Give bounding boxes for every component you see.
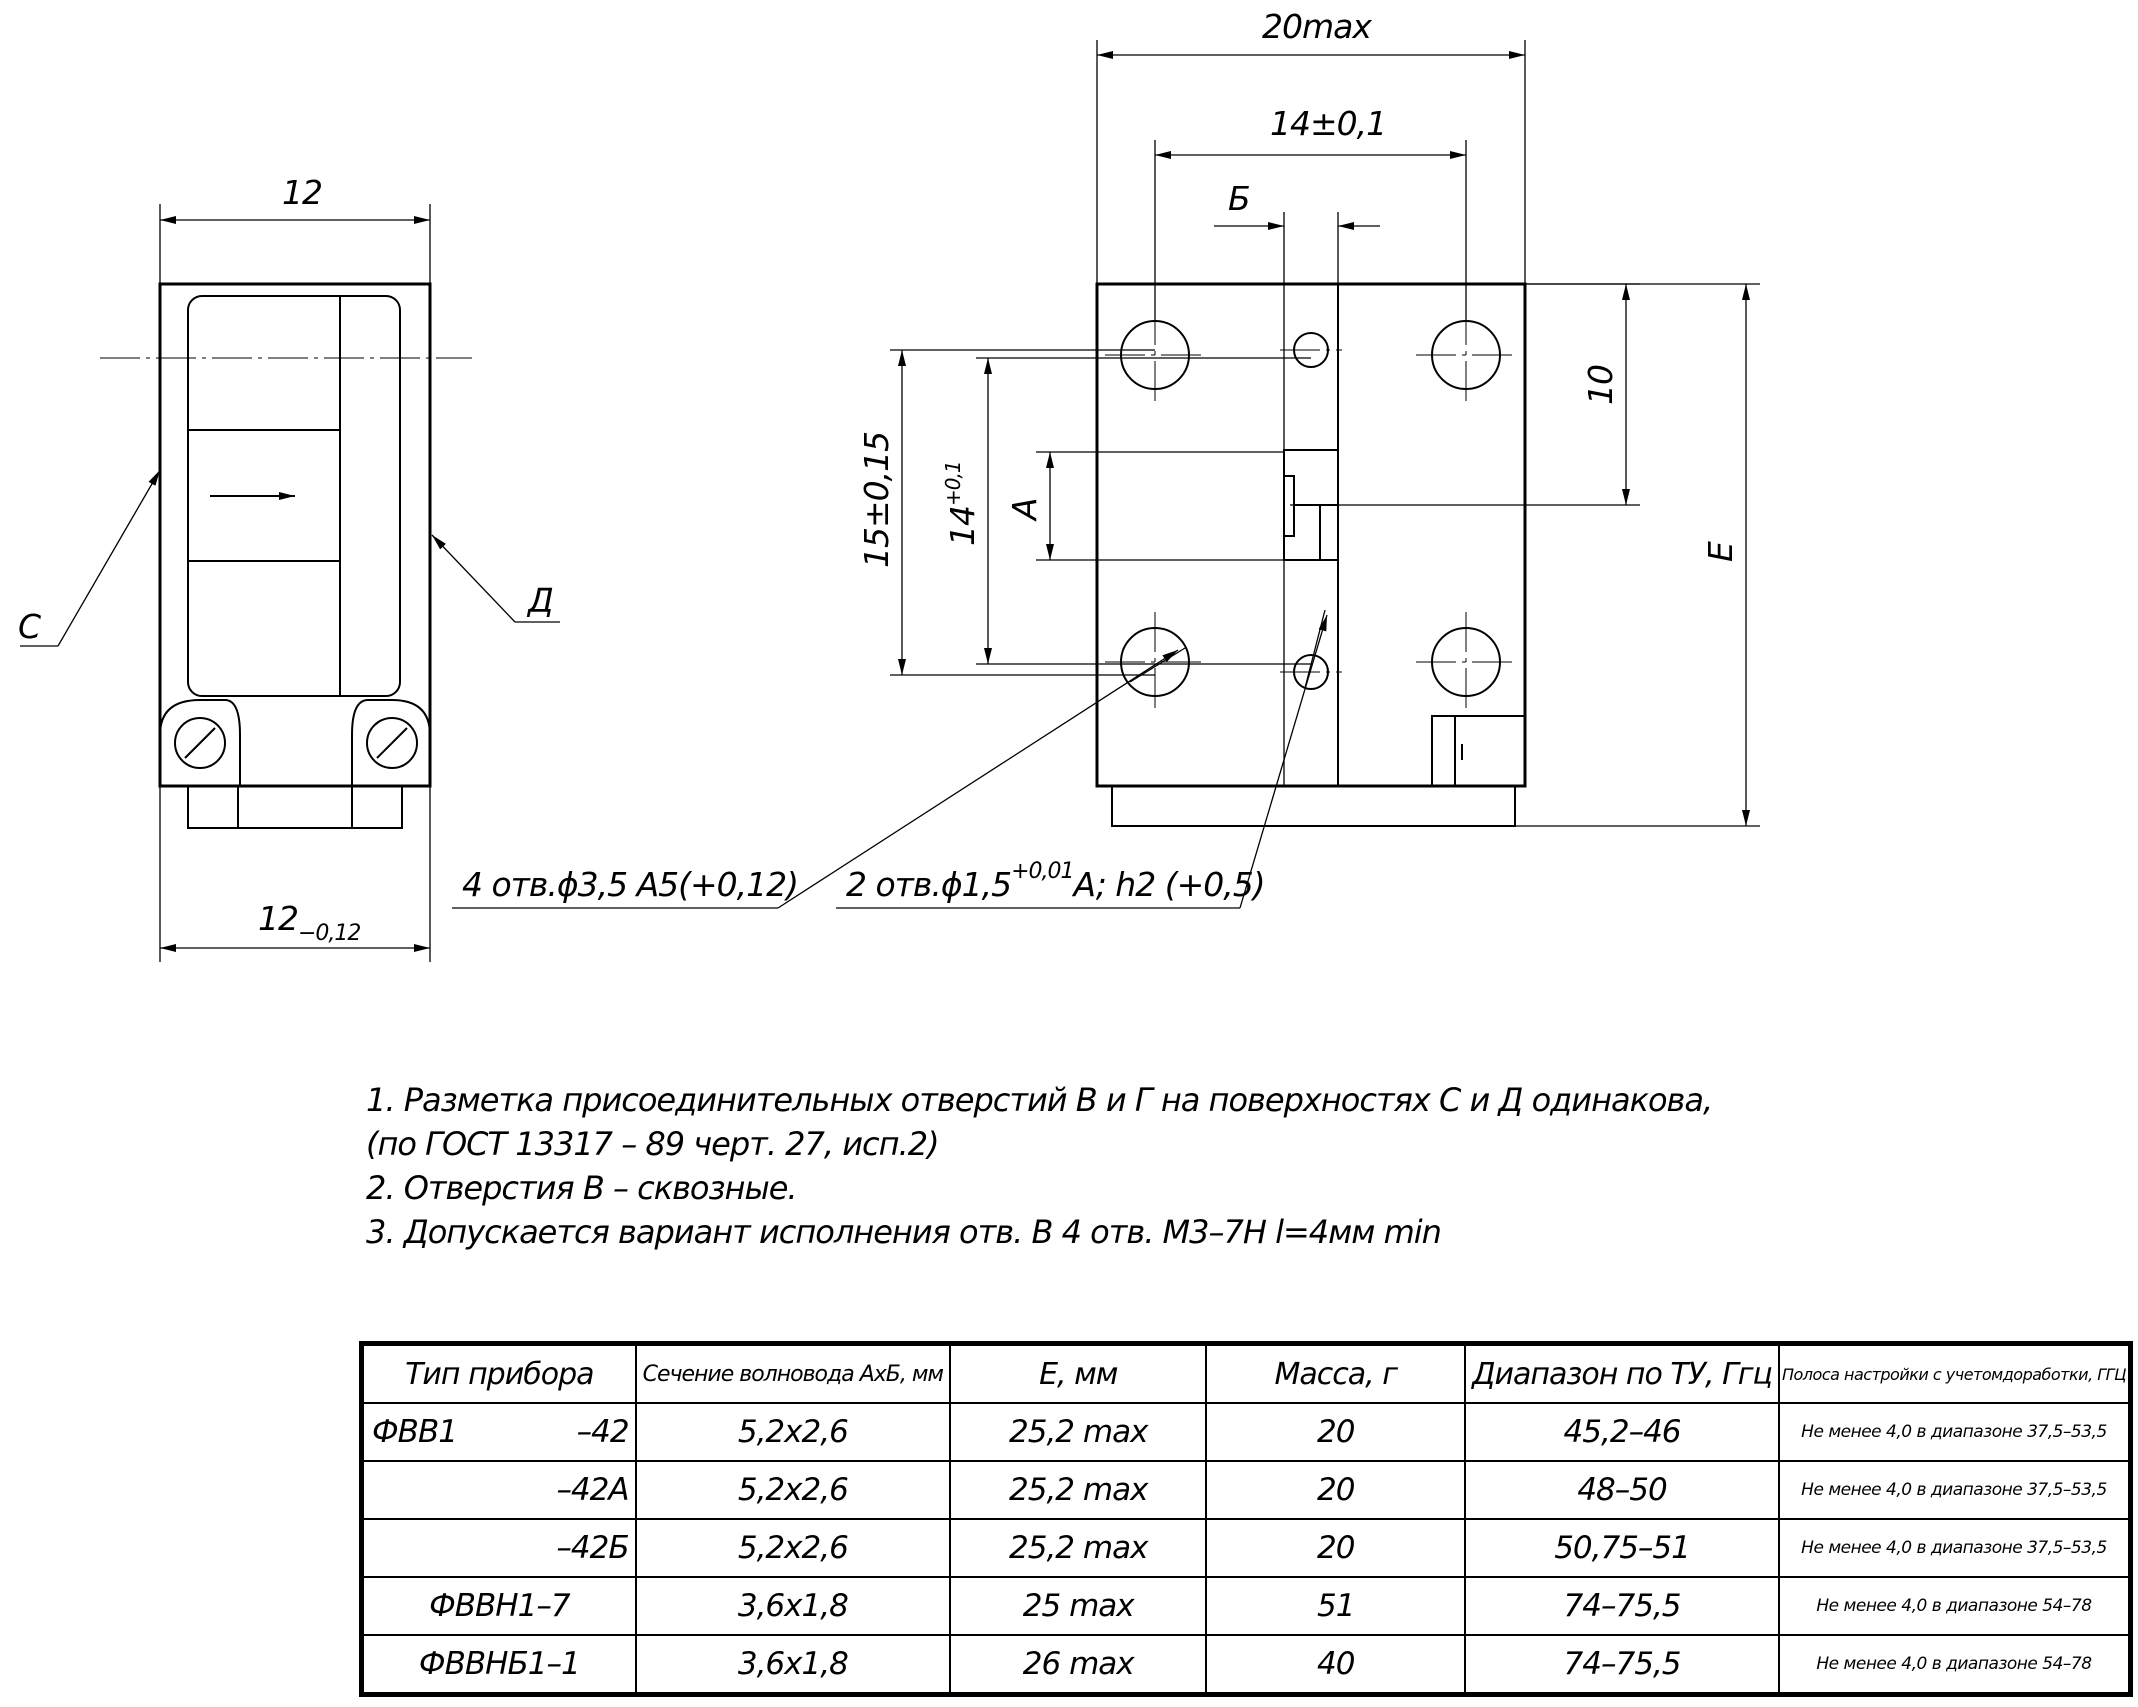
dim-14-label: 14±0,1 [1270, 104, 1387, 143]
dim-e-label: E [1701, 542, 1740, 562]
cell-range: 48–50 [1465, 1461, 1779, 1519]
callout-4-holes: 4 отв.ϕ3,5 A5(+0,12) [462, 865, 799, 904]
dim-b-label: Б [1228, 179, 1250, 218]
surface-c-label: C [18, 607, 41, 646]
cell-section: 5,2х2,6 [636, 1461, 950, 1519]
cell-e: 25,2 max [950, 1403, 1206, 1461]
header-type: Тип прибора [363, 1345, 636, 1403]
cell-e: 26 max [950, 1635, 1206, 1693]
cell-e: 25,2 max [950, 1461, 1206, 1519]
dim-15-label: 15±0,15 [857, 431, 896, 568]
cell-section: 3,6х1,8 [636, 1577, 950, 1635]
cell-band: Не менее 4,0 в диапазоне 37,5–53,5 [1779, 1519, 2129, 1577]
cell-band: Не менее 4,0 в диапазоне 37,5–53,5 [1779, 1403, 2129, 1461]
series-label: ФВВ1 [372, 1414, 457, 1450]
note-line: 3. Допускается вариант исполнения отв. В 4 отв. М3–7Н l=4мм min [366, 1213, 1441, 1251]
table-row [363, 1403, 2129, 1461]
spec-table [362, 1344, 2130, 1694]
cell-band: Не менее 4,0 в диапазоне 54–78 [1779, 1635, 2129, 1693]
cell-e: 25,2 max [950, 1519, 1206, 1577]
surface-d-label: Д [528, 581, 553, 620]
dim-12-label: 12 [282, 173, 322, 212]
dim-20max-label: 20max [1262, 7, 1371, 46]
note-line: 2. Отверстия В – сквозные. [366, 1169, 797, 1207]
cell-section: 3,6х1,8 [636, 1635, 950, 1693]
front-view-base [1112, 786, 1515, 826]
cell-type: ФВВН1–7 [363, 1577, 636, 1635]
dim-10-label: 10 [1581, 365, 1620, 405]
cell-mass: 40 [1206, 1635, 1465, 1693]
side-view-base [188, 786, 402, 828]
note-line: (по ГОСТ 13317 – 89 черт. 27, исп.2) [366, 1125, 939, 1163]
cell-type: –42Б [363, 1519, 636, 1577]
callout-2-holes: 2 $отв.\phi 1,5^{+0,01}A$; h2 (+0,5) [846, 859, 1265, 904]
header-band: Полоса настройки с учетомдоработки, ГГЦ [1779, 1345, 2129, 1403]
cell-type: –42А [363, 1461, 636, 1519]
cell-range: 45,2–46 [1465, 1403, 1779, 1461]
notes-block [366, 1078, 1712, 1254]
table-row [363, 1461, 2129, 1519]
header-e: E, мм [950, 1345, 1206, 1403]
cell-type: ФВВНБ1–1 [363, 1635, 636, 1693]
table-header-row [363, 1345, 2129, 1403]
cell-type: ФВВ1 –42 [363, 1403, 636, 1461]
header-section: Сечение волновода АхБ, мм [636, 1345, 950, 1403]
cell-band: Не менее 4,0 в диапазоне 54–78 [1779, 1577, 2129, 1635]
dim-12-tol-label: $12_{-0,12}$ [258, 899, 361, 946]
side-view-body [160, 284, 430, 786]
cell-section: 5,2х2,6 [636, 1403, 950, 1461]
table-row [363, 1635, 2129, 1693]
header-mass: Масса, г [1206, 1345, 1465, 1403]
cell-mass: 20 [1206, 1461, 1465, 1519]
cell-range: 74–75,5 [1465, 1635, 1779, 1693]
cell-range: 50,75–51 [1465, 1519, 1779, 1577]
cell-band: Не менее 4,0 в диапазоне 37,5–53,5 [1779, 1461, 2129, 1519]
table-row [363, 1577, 2129, 1635]
cell-e: 25 max [950, 1577, 1206, 1635]
header-range: Диапазон по ТУ, Ггц [1465, 1345, 1779, 1403]
cell-mass: 20 [1206, 1403, 1465, 1461]
cell-section: 5,2х2,6 [636, 1519, 950, 1577]
dim-a-label: A [1005, 498, 1044, 520]
table-row [363, 1519, 2129, 1577]
front-view-body [1097, 284, 1525, 786]
cell-mass: 20 [1206, 1519, 1465, 1577]
front-view [452, 7, 1760, 908]
side-view [18, 173, 560, 962]
note-line: 1. Разметка присоединительных отверстий В и Г на поверхностях С и Д одинакова, [366, 1081, 1713, 1119]
cell-mass: 51 [1206, 1577, 1465, 1635]
dim-14-tol-label: $14^{+0,1}$ [941, 461, 982, 546]
cell-range: 74–75,5 [1465, 1577, 1779, 1635]
